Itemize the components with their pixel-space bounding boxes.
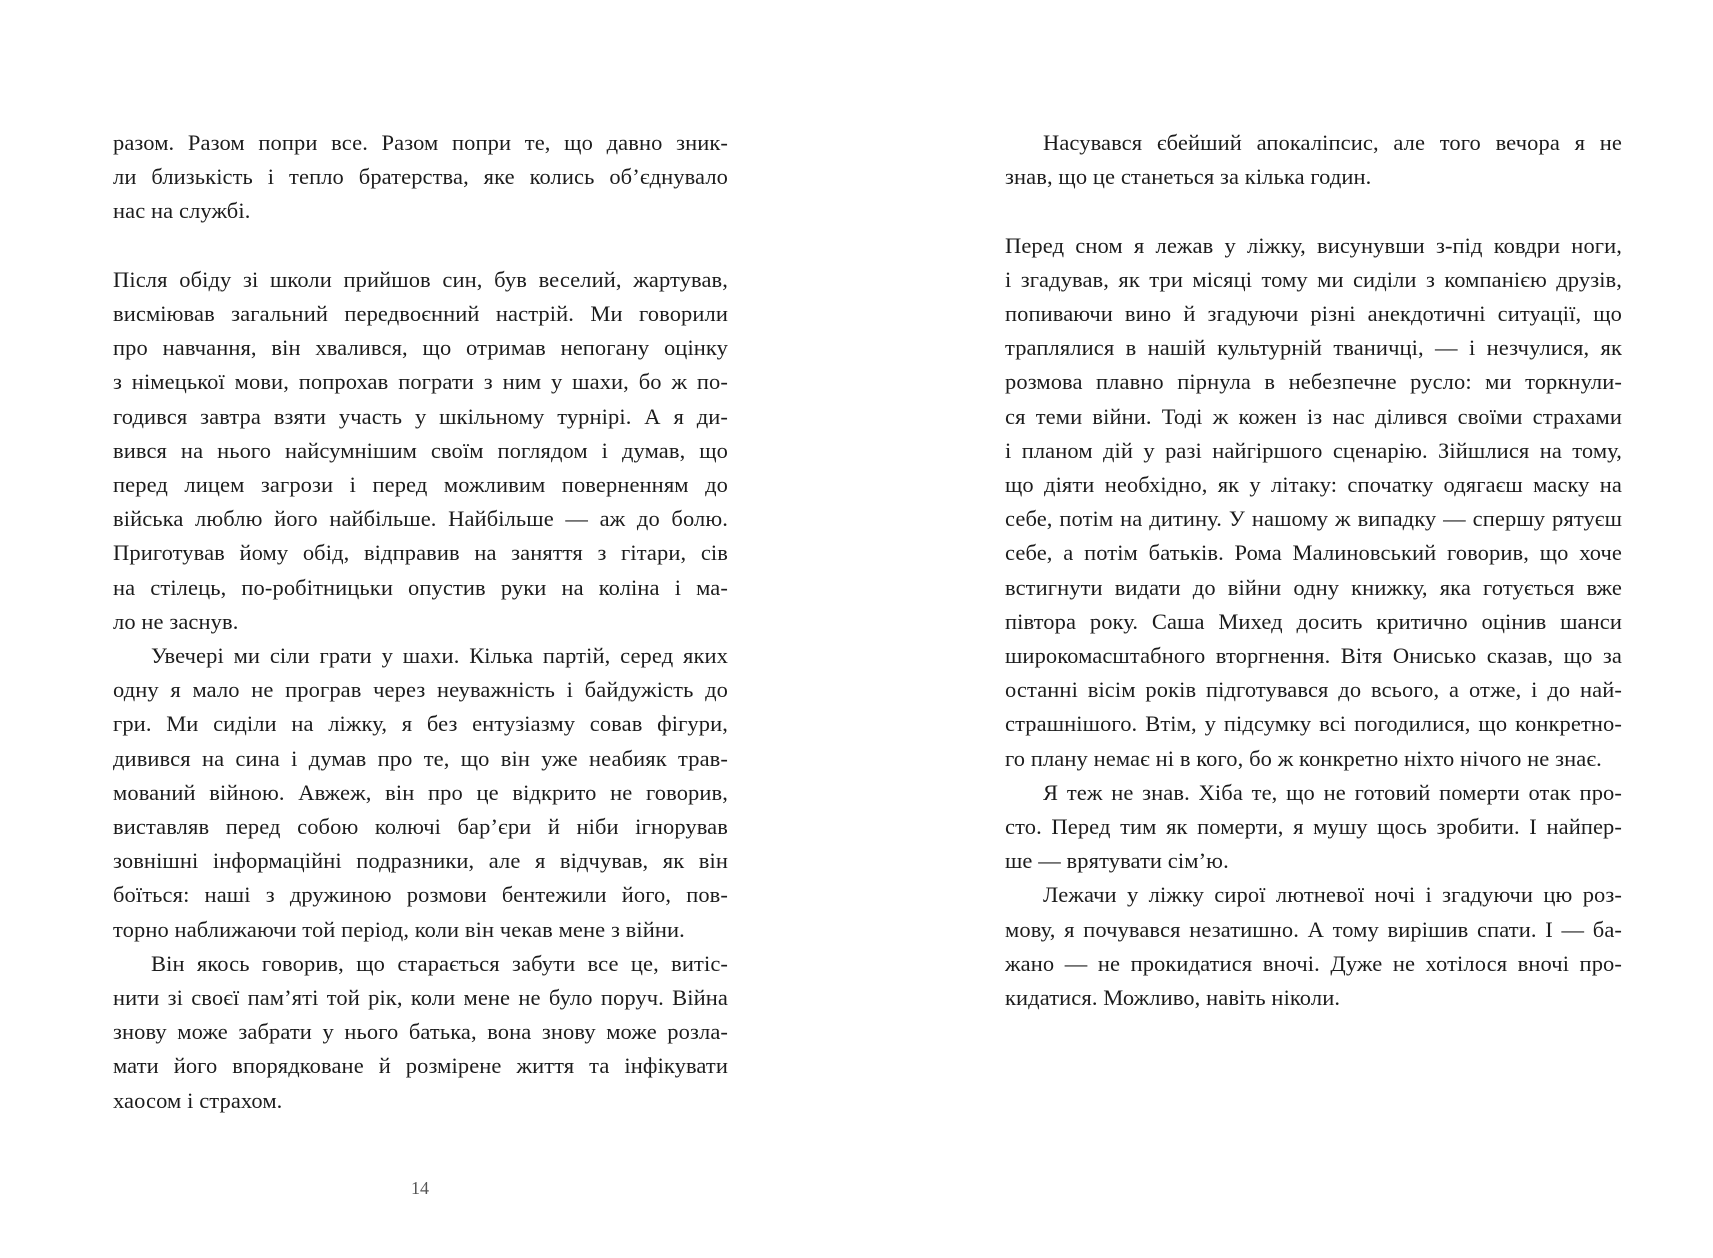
paragraph bbox=[113, 263, 728, 639]
paragraph bbox=[113, 126, 728, 229]
left-text-column bbox=[113, 126, 728, 1118]
left-page bbox=[0, 0, 856, 1258]
text-line: мати його впорядковане й розмірене життя та інфікувати bbox=[113, 1053, 728, 1079]
paragraph bbox=[1005, 776, 1622, 879]
text-line: Увечері ми сіли грати у шахи. Кілька партій, серед яких bbox=[151, 643, 728, 669]
text-line: останні вісім років підготувався до всього, а отже, і до най- bbox=[1005, 677, 1622, 703]
text-line: мований війною. Авжеж, він про це відкрито не говорив, bbox=[113, 779, 728, 805]
right-text-column bbox=[1005, 126, 1622, 1015]
text-line: хаосом і страхом. bbox=[113, 1087, 283, 1113]
text-line: боїться: наші з дружиною розмови бентежили його, пов- bbox=[113, 882, 728, 908]
text-line: про навчання, він хвалився, що отримав непогану оцінку bbox=[113, 335, 728, 361]
text-line: мову, я почувався незатишно. А тому вирішив спати. І — ба- bbox=[1005, 916, 1622, 942]
paragraph-gap bbox=[1005, 194, 1622, 228]
text-line: ше — врятувати сім’ю. bbox=[1005, 848, 1229, 874]
paragraph bbox=[113, 947, 728, 1118]
text-line: розмова плавно пірнула в небезпечне русло: ми торкнули- bbox=[1005, 369, 1622, 395]
text-line: себе, а потім батьків. Рома Малиновський говорив, що хоче bbox=[1005, 540, 1622, 566]
text-line: разом. Разом попри все. Разом попри те, що давно зник- bbox=[113, 130, 728, 155]
page-number: 14 bbox=[411, 1178, 429, 1198]
text-line: Лежачи у ліжку сирої лютневої ночі і згадуючи цю роз- bbox=[1043, 882, 1622, 908]
text-line: зовнішні інформаційні подразники, але я відчував, як він bbox=[113, 848, 728, 874]
text-line: виставляв перед собою колючі бар’єри й ніби ігнорував bbox=[113, 814, 728, 840]
text-line: Перед сном я лежав у ліжку, висунувши з-під ковдри ноги, bbox=[1005, 232, 1622, 258]
text-line: го плану немає ні в кого, бо ж конкретно ніхто нічого не знає. bbox=[1005, 745, 1602, 771]
text-line: з німецької мови, попрохав пограти з ним у шахи, бо ж по- bbox=[113, 369, 728, 395]
text-line: Він якось говорив, що старається забути все це, витіс- bbox=[151, 950, 728, 976]
text-line: себе, потім на дитину. У нашому ж випадку — спершу рятуєш bbox=[1005, 506, 1622, 532]
text-line: гри. Ми сиділи на ліжку, я без ентузіазму совав фігури, bbox=[113, 711, 728, 737]
text-line: ся теми війни. Тоді ж кожен із нас ділився своїми страхами bbox=[1005, 403, 1622, 429]
paragraph-gap bbox=[113, 229, 728, 263]
text-line: кидатися. Можливо, навіть ніколи. bbox=[1005, 985, 1341, 1011]
paragraph bbox=[1005, 126, 1622, 194]
text-line: попиваючи вино й згадуючи різні анекдотичні ситуації, що bbox=[1005, 301, 1622, 326]
text-line: нити зі своєї пам’яті той рік, коли мене не було поруч. Війна bbox=[113, 985, 728, 1011]
text-line: вився на нього найсумнішим своїм поглядом і думав, що bbox=[113, 437, 728, 463]
text-line: ло не заснув. bbox=[113, 608, 239, 634]
text-line: Насувався єбейший апокаліпсис, але того вечора я не bbox=[1043, 130, 1622, 155]
text-line: війська люблю його найбільше. Найбільше — аж до болю. bbox=[113, 506, 728, 532]
text-line: сто. Перед тим як померти, я мушу щось зробити. І найпер- bbox=[1005, 814, 1622, 840]
text-line: страшнішого. Втім, у підсумку всі погодилися, що конкретно- bbox=[1005, 711, 1622, 737]
paragraph bbox=[1005, 878, 1622, 1015]
text-line: жано — не прокидатися вночі. Дуже не хотілося вночі про- bbox=[1005, 950, 1622, 976]
text-line: траплялися в нашій культурній тваничці, — і незчулися, як bbox=[1005, 335, 1622, 361]
right-page bbox=[856, 0, 1713, 1258]
paragraph bbox=[113, 639, 728, 947]
text-line: і планом дій у разі найгіршого сценарію. Зійшлися на тому, bbox=[1005, 437, 1622, 463]
text-line: і згадував, як три місяці тому ми сиділи з компанією друзів, bbox=[1005, 266, 1622, 292]
text-line: знову може забрати у нього батька, вона знову може розла- bbox=[113, 1019, 728, 1045]
text-line: півтора року. Саша Михед досить критично оцінив шанси bbox=[1005, 608, 1622, 634]
text-line: Після обіду зі школи прийшов син, був веселий, жартував, bbox=[113, 266, 728, 292]
text-line: Я теж не знав. Хіба те, що не готовий померти отак про- bbox=[1043, 779, 1622, 805]
text-line: знав, що це станеться за кілька годин. bbox=[1005, 164, 1372, 190]
text-line: Приготував йому обід, відправив на заняття з гітари, сів bbox=[113, 540, 728, 566]
text-line: одну я мало не програв через неуважність і байдужість до bbox=[113, 677, 728, 703]
text-line: встигнути видати до війни одну книжку, яка готується вже bbox=[1005, 574, 1622, 600]
text-line: перед лицем загрози і перед можливим поверненням до bbox=[113, 472, 728, 498]
text-line: дивився на сина і думав про те, що він уже неабияк трав- bbox=[113, 745, 728, 771]
text-line: на стілець, по-робітницьки опустив руки на коліна і ма- bbox=[113, 574, 728, 600]
text-line: широкомасштабного вторгнення. Вітя Ониськo сказав, що за bbox=[1005, 643, 1622, 669]
text-line: годився завтра взяти участь у шкільному турнірі. А я ди- bbox=[113, 403, 728, 429]
text-line: нас на службі. bbox=[113, 198, 251, 224]
paragraph bbox=[1005, 229, 1622, 776]
text-line: торно наближаючи той період, коли він чекав мене з війни. bbox=[113, 916, 685, 942]
text-line: що діяти необхідно, як у літаку: спочатку одягаєш маску на bbox=[1005, 472, 1622, 498]
text-line: ли близькість і тепло братерства, яке колись об’єднувало bbox=[113, 164, 728, 190]
text-line: висміював загальний передвоєнний настрій. Ми говорили bbox=[113, 301, 728, 326]
